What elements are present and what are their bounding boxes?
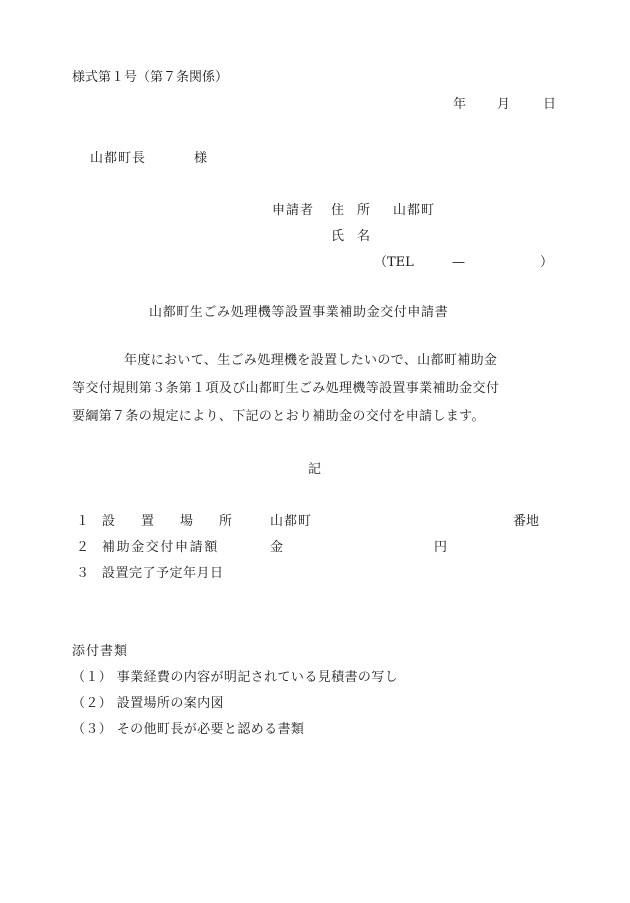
body-line-2: 等交付規則第３条第１項及び山都町生ごみ処理機等設置事業補助金交付 (72, 381, 500, 396)
attachment-item: （３） その他町長が必要と認める書類 (72, 722, 305, 737)
item-number: ２ (76, 540, 90, 555)
address-value: 山都町 (393, 203, 436, 218)
body-line-3: 要綱第７条の規定により、下記のとおり補助金の交付を申請します。 (72, 409, 485, 424)
item-number: １ (76, 514, 90, 529)
form-label: 様式第１号（第７条関係） (72, 70, 229, 85)
addressee-name: 山都町長 (90, 151, 147, 166)
item-label: 補助金交付申請額 (102, 540, 219, 555)
body-line-1: 年度において、生ごみ処理機を設置したいので、山都町補助金 (124, 353, 498, 368)
document-title: 山都町生ごみ処理機等設置事業補助金交付申請書 (149, 305, 449, 320)
attachment-item: （１） 事業経費の内容が明記されている見積書の写し (72, 670, 399, 685)
tel-close: ） (540, 255, 554, 270)
name-label: 氏 名 (331, 229, 371, 244)
item-suffix: 番地 (513, 514, 540, 529)
attachments-heading: 添付書類 (72, 644, 129, 659)
item-label: 設置完了予定年月日 (102, 566, 224, 581)
tel-open: （TEL (374, 255, 414, 270)
body-paragraph (72, 347, 562, 431)
date-year: 年 (453, 97, 467, 112)
item-value: 金 (270, 540, 284, 555)
item-number: ３ (76, 566, 90, 581)
item-value: 山都町 (270, 514, 313, 529)
item-label: 設 置 場 所 (102, 514, 233, 529)
date-month: 月 (497, 97, 511, 112)
ki-heading: 記 (308, 462, 322, 477)
attachment-item: （２） 設置場所の案内図 (72, 696, 224, 711)
address-label: 住 所 (331, 203, 371, 218)
date-day: 日 (543, 97, 557, 112)
applicant-label: 申請者 (272, 203, 315, 218)
tel-dash: — (452, 255, 465, 270)
addressee-honorific: 様 (194, 151, 208, 166)
item-suffix: 円 (434, 540, 448, 555)
